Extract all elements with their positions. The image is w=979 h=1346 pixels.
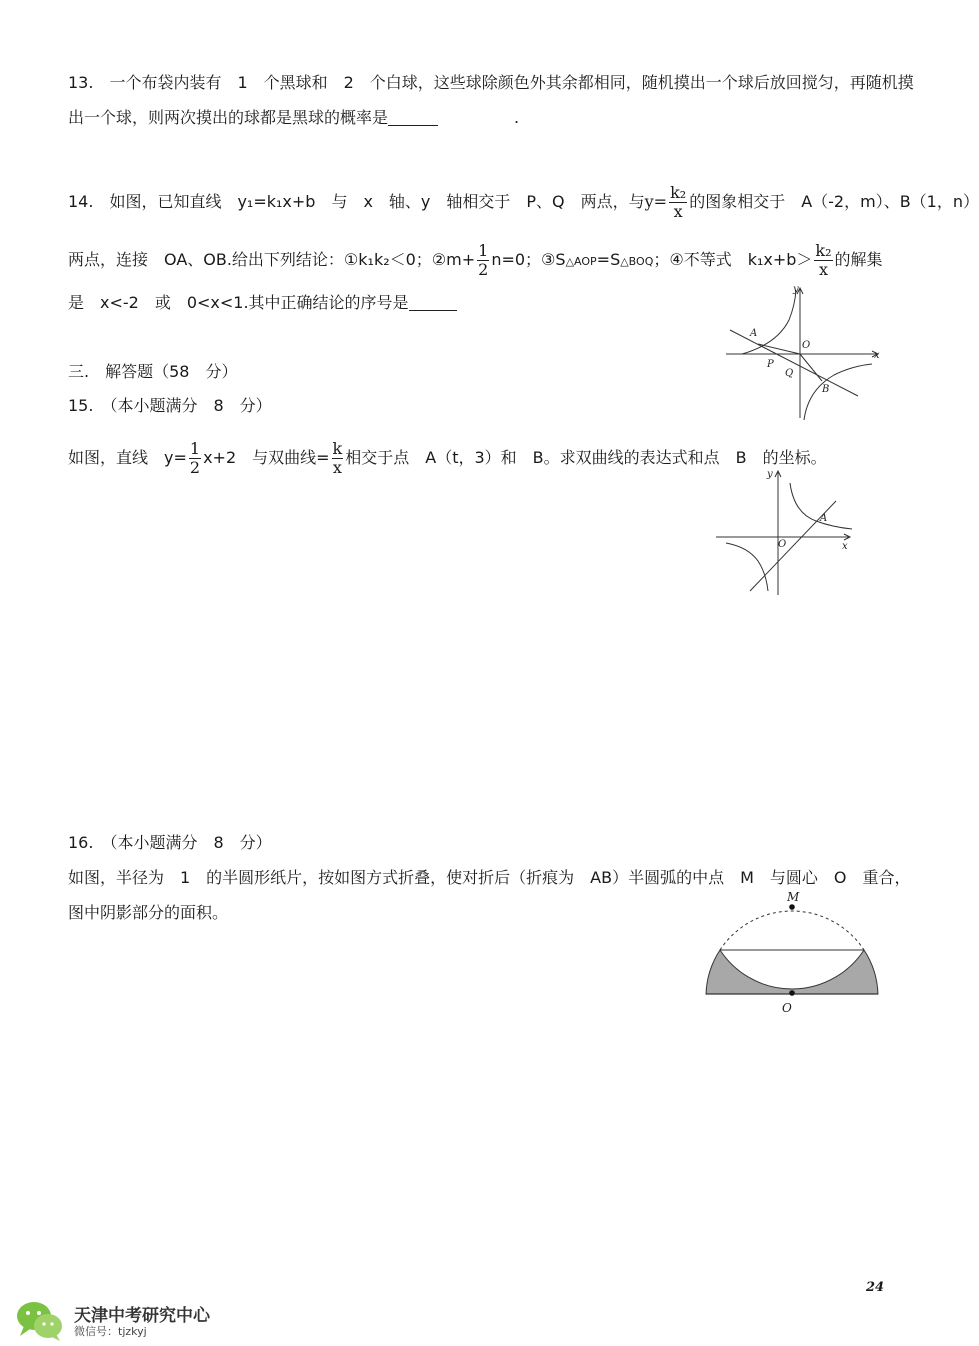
q13-answer-blank[interactable] bbox=[388, 109, 438, 126]
fig15-label-A: A bbox=[820, 513, 828, 524]
q14-frac-k2-x: $\frac{\text{k₂}}{x}$ bbox=[670, 183, 687, 221]
fig14-label-P: P bbox=[767, 359, 774, 370]
fig14-label-A: A bbox=[750, 328, 758, 339]
q13-text: 出一个球，则两次摸出的球都是黑球的概率是 bbox=[68, 108, 389, 127]
q14-answer-blank[interactable] bbox=[409, 294, 457, 311]
q15-frac-k-x: $\frac{k}{x}$ bbox=[332, 439, 343, 477]
logo-title: 天津中考研究中心 bbox=[74, 1306, 210, 1326]
q13-line1: 13. 一个布袋内装有 1 个黑球和 2 个白球，这些球除颜色外其余都相同，随机摸出一个球后放回搅匀，再随机摸 bbox=[68, 73, 914, 92]
q14-line2: 两点，连接 OA、OB.给出下列结论：①k₁k₂＜0；②m+ $\frac{1}{2}$ n=0；③S△AOP=S△BOQ；④不等式 k₁x+b＞ $\frac{\text{k₂}}{x}$ 的解集 bbox=[68, 241, 883, 279]
fig14-label-Q: Q bbox=[785, 368, 794, 379]
fig15-label-O: O bbox=[778, 539, 787, 550]
q15-figure bbox=[712, 465, 857, 598]
section-heading: 三. 解答题（58 分） bbox=[68, 362, 238, 381]
q14-frac-half: $\frac{1}{2}$ bbox=[478, 241, 489, 279]
fig14-label-O: O bbox=[802, 340, 811, 351]
fig14-label-x: x bbox=[874, 350, 880, 361]
fig16-label-M: M bbox=[787, 890, 800, 904]
q15-frac-half: $\frac{1}{2}$ bbox=[189, 439, 201, 477]
q14-frac-k2-x-2: $\frac{\text{k₂}}{x}$ bbox=[815, 241, 832, 279]
q16-line1: 如图，半径为 1 的半圆形纸片，按如图方式折叠，使对折后（折痕为 AB）半圆弧的中点 M 与圆心 O 重合， bbox=[68, 868, 911, 887]
q13-line2 bbox=[68, 107, 519, 129]
q16-line2: 图中阴影部分的面积。 bbox=[68, 903, 229, 922]
footer-logo bbox=[14, 1298, 244, 1342]
fig16-label-O: O bbox=[782, 1001, 792, 1015]
wechat-icon bbox=[14, 1298, 66, 1342]
q16-title: 16. （本小题满分 8 分） bbox=[68, 833, 272, 852]
fig14-label-B: B bbox=[822, 384, 830, 395]
fig15-label-x: x bbox=[842, 541, 848, 552]
q13-period: . bbox=[514, 108, 520, 127]
q15-title: 15. （本小题满分 8 分） bbox=[68, 396, 272, 415]
page-number: 24 bbox=[866, 1280, 885, 1295]
q14-line3: 是 x<-2 或 0<x<1.其中正确结论的序号是 bbox=[68, 292, 457, 314]
fig14-label-y: y bbox=[793, 284, 799, 295]
q15-body: 如图，直线 y= $\frac{1}{2}$ x+2 与双曲线= $\frac{k}{x}$ 相交于点 A（t，3）和 B。求双曲线的表达式和点 B 的坐标。 bbox=[68, 439, 827, 477]
fig15-label-y: y bbox=[767, 469, 773, 480]
q14-figure bbox=[722, 280, 887, 422]
logo-subtitle: 微信号：tjzkyj bbox=[74, 1325, 147, 1338]
q14-line1: 14. 如图，已知直线 y₁=k₁x+b 与 x 轴、y 轴相交于 P、Q 两点，与y= $\frac{\text{k₂}}{x}$ 的图象相交于 A（-2，m）、B（1，n） bbox=[68, 183, 979, 221]
q16-figure bbox=[702, 886, 887, 1020]
